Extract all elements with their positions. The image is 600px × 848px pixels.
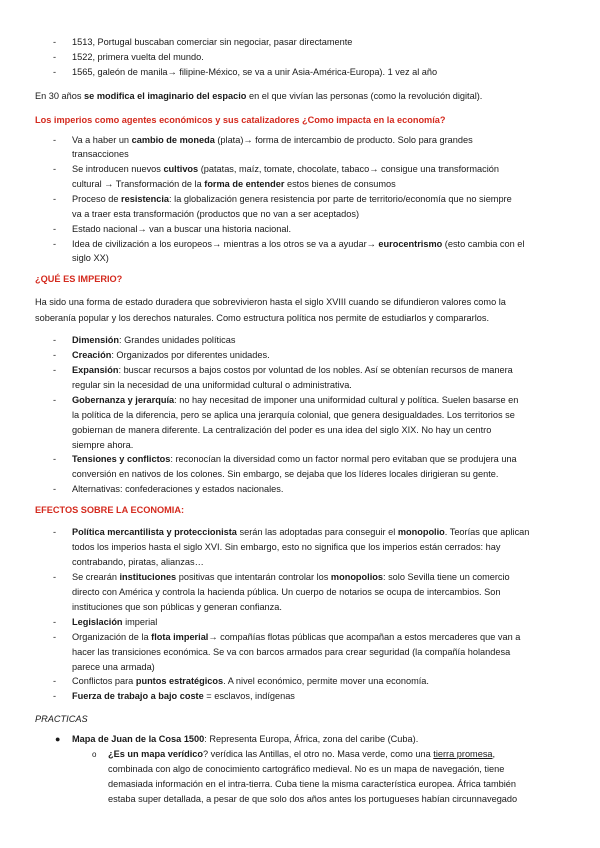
dash-marker: - [53,37,57,47]
paragraph: Ha sido una forma de estado duradera que sobrevivieron hasta el siglo XVIII cuando se difundieron valores como la [35,297,506,307]
section-heading: EFECTOS SOBRE LA ECONOMIA: [35,505,185,515]
section-heading: Los imperios como agentes económicos y sus catalizadores ¿Como impacta en la economía? [35,115,446,125]
section-heading: ¿QUÉ ES IMPERIO? [35,274,123,284]
dash-marker: - [53,676,57,686]
paragraph: En 30 años se modifica el imaginario del espacio en el que vivían las personas (como la revolución digital). [35,91,483,101]
list-item-text: 1565, galeón de manila→ filipine-México, se va a unir Asia-América-Europa). 1 vez al año [72,67,438,77]
dash-marker: - [53,454,57,464]
dash-marker: - [53,350,57,360]
dash-marker: - [53,691,57,701]
paragraph: soberanía popular y los derechos naturales. Como estructura política nos permite de estudiarlos y compararlos. [35,313,489,323]
dash-marker: - [53,67,57,77]
list-item-text: 1522, primera vuelta del mundo. [72,52,204,62]
dash-marker: - [53,617,57,627]
dash-marker: - [53,395,57,405]
dash-marker: - [53,527,57,537]
document-page: - 1513, Portugal buscaban comerciar sin negociar, pasar directamente - 1522, primera vuelta del mundo. - 1565, galeón de manila→ filipine-México, se va a unir Asia-América-Europa). 1 vez al año En 30 años se modifica el imaginario del espacio en el que vivían las personas (como la revolución digital). Los imperios como agentes económicos y sus catalizadores ¿Como impacta en la economía? - Va a haber un cambio de moneda (plata)→ forma de intercambio de producto. Solo para grandes transacciones - Se introducen nuevos cultivos (patatas, maíz, tomate, chocolate, tabaco→ consigue una transformación cultural → Transformación de la forma de entender estos bienes de consumos - Proceso de resistencia: la globalización genera resistencia por parte de territorio/economía que no siempre va a traer esta transformación (productos que no van a ser aceptados) - Estado nacional→ van a buscar una historia nacional. - Idea de civilización a los europeos→ mientras a los otros se va a ayudar→ eurocentrismo (esto cambia con el siglo XX) ¿QUÉ ES IMPERIO? Ha sido una forma de estado duradera que sobrevivieron hasta el siglo XVIII cuando se difundieron valores como la soberanía popular y los derechos naturales. Como estructura política nos permite de estudiarlos y compararlos. - Dimensión: Grandes unidades políticas - Creación: Organizados por diferentes unidades. - Expansión: buscar recursos a bajos costos por voluntad de los nobles. Así se obtenían recursos de manera regular sin la necesidad de una uniformidad cultural o administrativa. - Gobernanza y jerarquía: no hay necesitad de imponer una uniformidad cultural y política. Suelen basarse en la política de la diferencia, pero se aplica una jerarquía colonial, que genera desigualdades. Los territorios se gobiernan de manera diferente. La centralización del poder es una idea del siglo XIX. No hay un centro siempre ahora. - Tensiones y conflictos: reconocían la diversidad como un factor normal pero evitaban que se produjera una conversión en nativos de los colones. Sin embargo, se dejaba que los líderes locales dirigieran su gente. - Alternativas: confederaciones y estados nacionales. EFECTOS SOBRE LA ECONOMIA: - Política mercantilista y proteccionista serán las adoptadas para conseguir el monopolio. Teorías que aplican todos los imperios hasta el siglo XVI. Sin embargo, esto no significa que los imperios están cerrados: hay contrabando, piratas, alianzas… - Se crearán instituciones positivas que intentarán controlar los monopolios: solo Sevilla tiene un comercio directo con América y controla la hacienda pública. Un cuerpo de notarios se ocupa de intercambios. Son instituciones que son públicas y generan confianza. - Legislación imperial - Organización de la flota imperial→ compañías flotas públicas que acompañan a estos mercaderes que van a hacer las transiciones económica. Se va con barcos armados para crear seguridad (la compañía holandesa parece una armada) - Conflictos para puntos estratégicos. A nivel económico, permite mover una economía. - Fuerza de trabajo a bajo coste = esclavos, indígenas PRACTICAS ● Mapa de Juan de la Cosa 1500: Representa Europa, África, zona del caribe (Cuba). o ¿Es un mapa verídico? verídica las Antillas, el otro no. Masa verde, como una tierra promesa, combinada con algo de conocimiento cartográfico medieval. No es un mapa de navegación, tiene demasiada información en el intra-tierra. Cuba tiene la misma característica europea. África también estaba super detallada, a pesar de que solo dos años antes los portugueses habían circunnavegado [35,37,530,804]
practicas-label: PRACTICAS [35,714,88,724]
dash-marker: - [53,224,57,234]
dash-marker: - [53,135,57,145]
dash-marker: - [53,365,57,375]
dash-marker: - [53,484,57,494]
dash-marker: - [53,335,57,345]
dash-marker: - [53,572,57,582]
dash-marker: - [53,194,57,204]
dash-marker: - [53,164,57,174]
dash-marker: - [53,52,57,62]
list-item-text: 1513, Portugal buscaban comerciar sin negociar, pasar directamente [72,37,353,47]
dash-marker: - [53,632,57,642]
bullet-icon: ● [55,734,61,744]
circle-bullet-icon: o [92,750,97,759]
dash-marker: - [53,239,57,249]
